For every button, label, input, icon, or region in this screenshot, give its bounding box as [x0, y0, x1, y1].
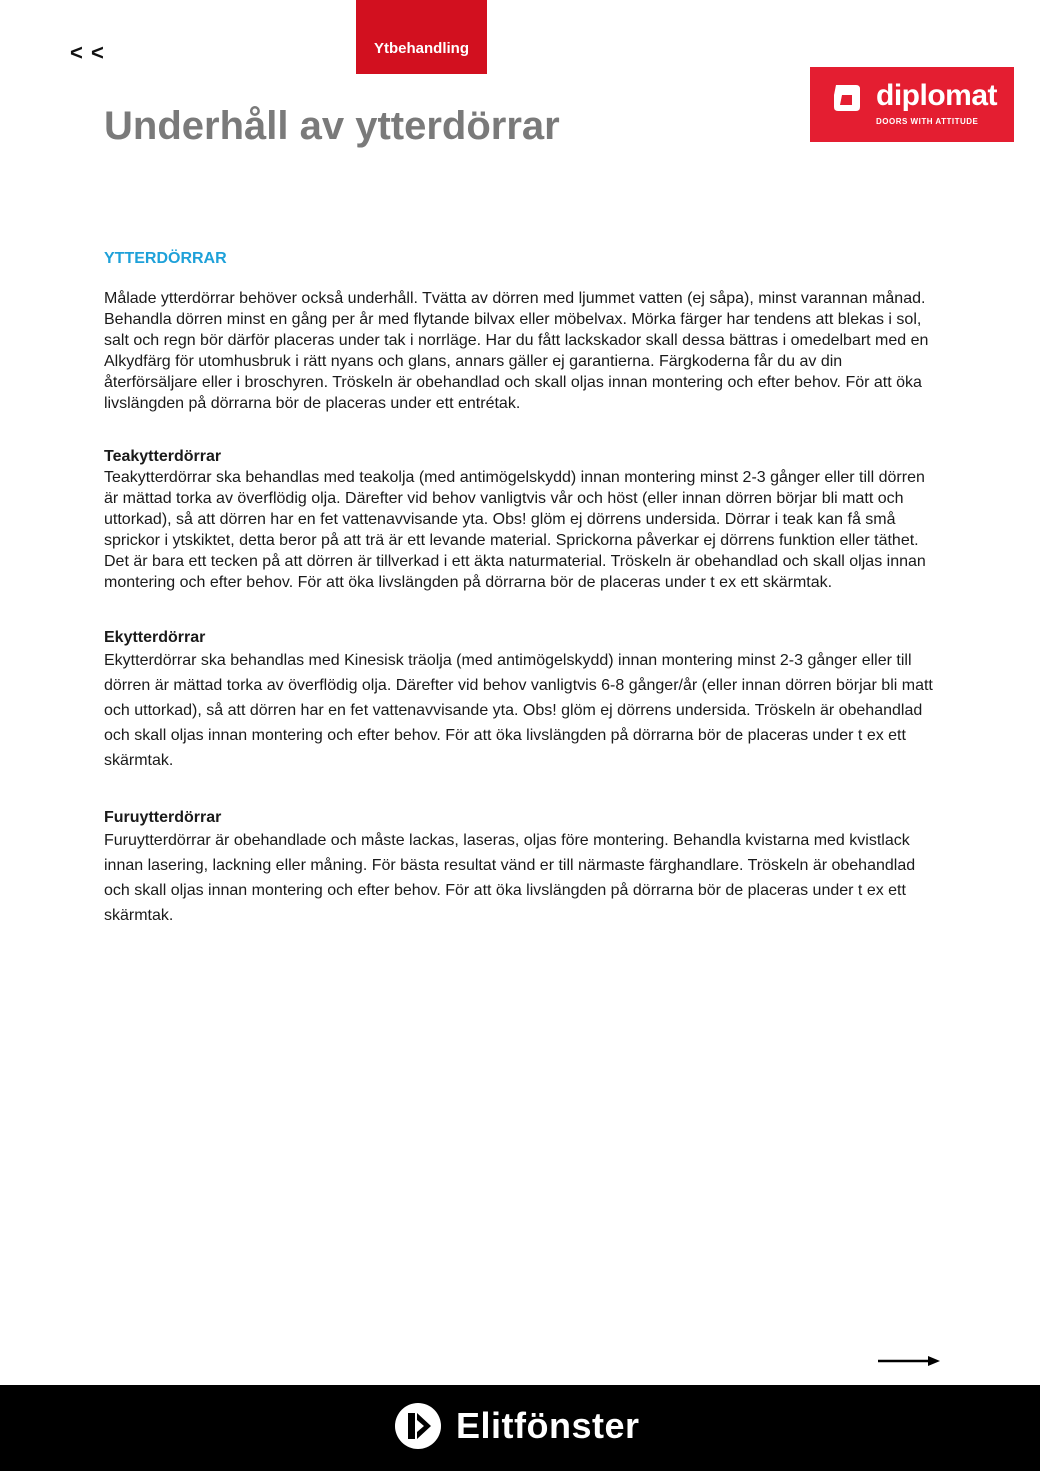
tab-ytbehandling[interactable]: Ytbehandling — [356, 0, 487, 74]
back-button[interactable]: < < — [70, 40, 105, 65]
subsection-body: Furuytterdörrar är obehandlade och måste lackas, laseras, oljas före montering. Behandla kvistarna med kvistlack innan lasering, lackning eller måning. För bästa resultat vänd er till närmaste färghandlare. Tröskeln är obehandlad och skall oljas innan montering och efter behov. För att öka livslängden på dörrarna bör de placeras under t ex ett skärmtak. — [104, 832, 916, 924]
elitfonster-mark-icon — [393, 1401, 443, 1451]
page-title: Underhåll av ytterdörrar — [104, 104, 560, 148]
subsection-furu — [104, 807, 934, 928]
subsection-ek — [104, 627, 934, 773]
diplomat-mark-icon — [830, 81, 864, 115]
brand-name: diplomat — [876, 79, 997, 112]
main-content — [104, 250, 934, 928]
brand-logo — [810, 67, 1014, 142]
brand-tagline: DOORS WITH ATTITUDE — [876, 117, 979, 126]
section-heading: YTTERDÖRRAR — [104, 250, 227, 267]
subsection-heading: Furuytterdörrar — [104, 809, 222, 826]
arrow-right-icon[interactable] — [878, 1354, 940, 1368]
subsection-heading: Teakytterdörrar — [104, 448, 222, 465]
footer-brand: Elitfönster — [456, 1405, 640, 1446]
subsection-body: Teakytterdörrar ska behandlas med teakolja (med antimögelskydd) innan montering minst 2-3 gånger eller till dörren är mättad torka av överflödig olja. Därefter vid behov vanligtvis vår och höst (eller innan dörren börjar bli matt och uttorkad), så att dörren har en fet vattenavvisande yta. Obs! glöm ej dörrens undersida. Dörrar i teak kan få små sprickor i ytskiktet, detta beror på att trä är ett levande material. Sprickorna påverkar ej dörrens funktion eller täthet. Det är bara ett tecken på att dörren är tillverkad i ett äkta naturmaterial. Tröskeln är obehandlad och skall oljas innan montering och efter behov. För att öka livslängden på dörrarna bör de placeras under t ex ett skärmtak. — [104, 469, 926, 591]
subsection-body: Ekytterdörrar ska behandlas med Kinesisk träolja (med antimögelskydd) innan montering minst 2-3 gånger eller till dörren är mättad torka av överflödig olja. Därefter vid behov vanligtvis 6-8 gånger/år (eller innan dörren börjar bli matt och uttorkad), så att dörren har en fet vattenavvisande yta. Obs! glöm ej dörrens undersida. Tröskeln är obehandlad och skall oljas innan montering och efter behov. För att öka livslängden på dörrarna bör de placeras under t ex ett skärmtak. — [104, 652, 933, 769]
footer — [0, 1385, 1040, 1471]
subsection-teak — [104, 446, 934, 593]
section-intro: Målade ytterdörrar behöver också underhåll. Tvätta av dörren med ljummet vatten (ej såpa), minst varannan månad. Behandla dörren minst en gång per år med flytande bilvax eller möbelvax. Mörka färger har tendens att blekas i sol, salt och regn bör därför placeras under tak i norrläge. Har du fått lackskador skall dessa bättras i omedelbart med en Alkydfärg för utomhusbruk i rätt nyans och glans, annars gäller ej garantierna. Färgkoderna får du av din återförsäljare eller i broschyren. Tröskeln är obehandlad och skall oljas innan montering och efter behov. För att öka livslängden på dörrarna bör de placeras under ett entrétak. — [104, 290, 929, 412]
subsection-heading: Ekytterdörrar — [104, 629, 206, 646]
